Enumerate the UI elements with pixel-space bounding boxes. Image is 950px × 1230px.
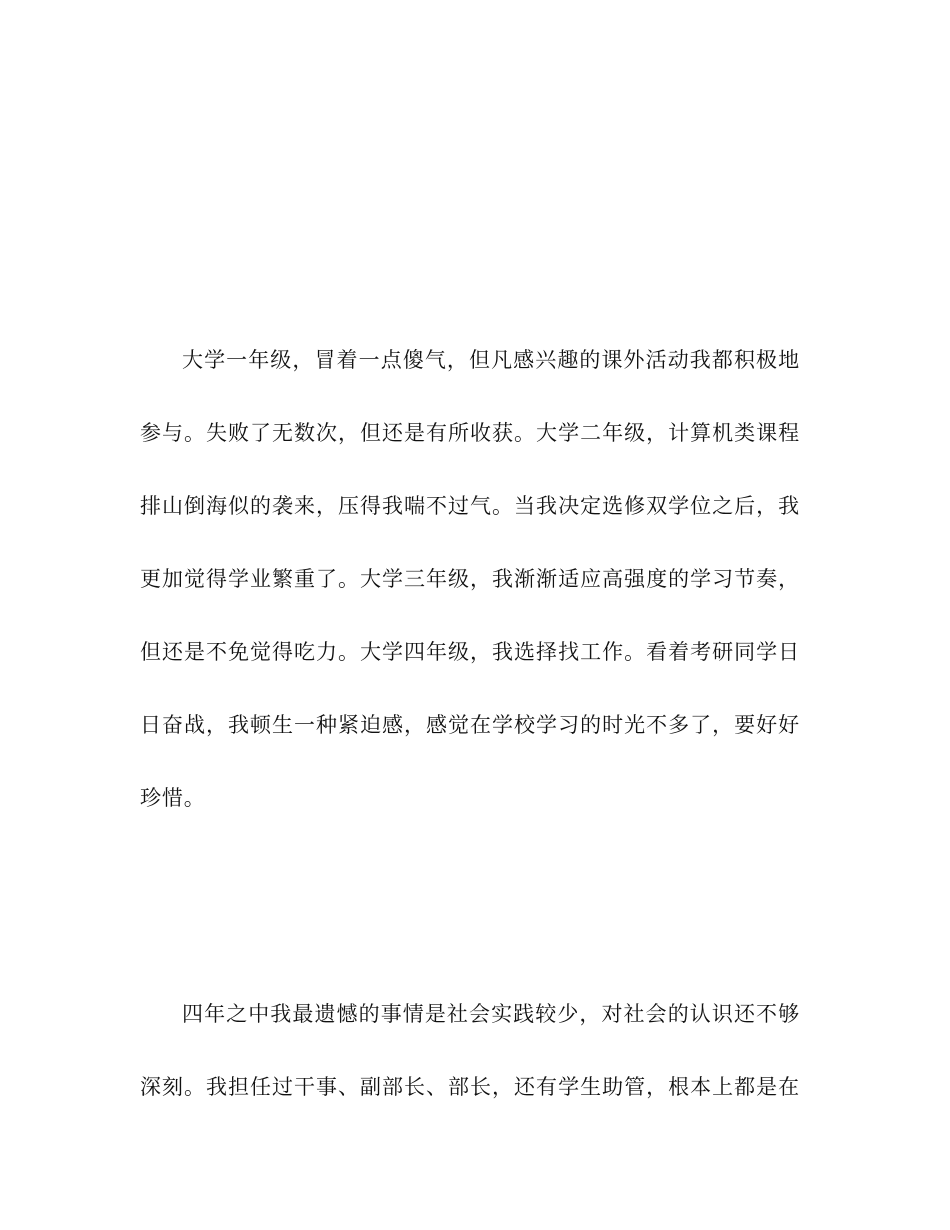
text-line: 大学一年级，冒着一点傻气，但凡感兴趣的课外活动我都积极地 xyxy=(182,348,800,372)
text-line: 但还是不免觉得吃力。大学四年级，我选择找工作。看着考研同学日 xyxy=(140,640,800,664)
text-line: 更加觉得学业繁重了。大学三年级，我渐渐适应高强度的学习节奏， xyxy=(140,567,800,591)
text-line: 深刻。我担任过干事、副部长、部长，还有学生助管，根本上都是在 xyxy=(140,1075,800,1099)
text-line: 日奋战，我顿生一种紧迫感，感觉在学校学习的时光不多了，要好好 xyxy=(140,713,800,737)
text-line: 四年之中我最遗憾的事情是社会实践较少，对社会的认识还不够 xyxy=(182,1002,800,1026)
text-line: 珍惜。 xyxy=(140,786,206,810)
text-line: 参与。失败了无数次，但还是有所收获。大学二年级，计算机类课程 xyxy=(140,421,800,445)
text-line: 排山倒海似的袭来，压得我喘不过气。当我决定选修双学位之后，我 xyxy=(140,494,800,518)
